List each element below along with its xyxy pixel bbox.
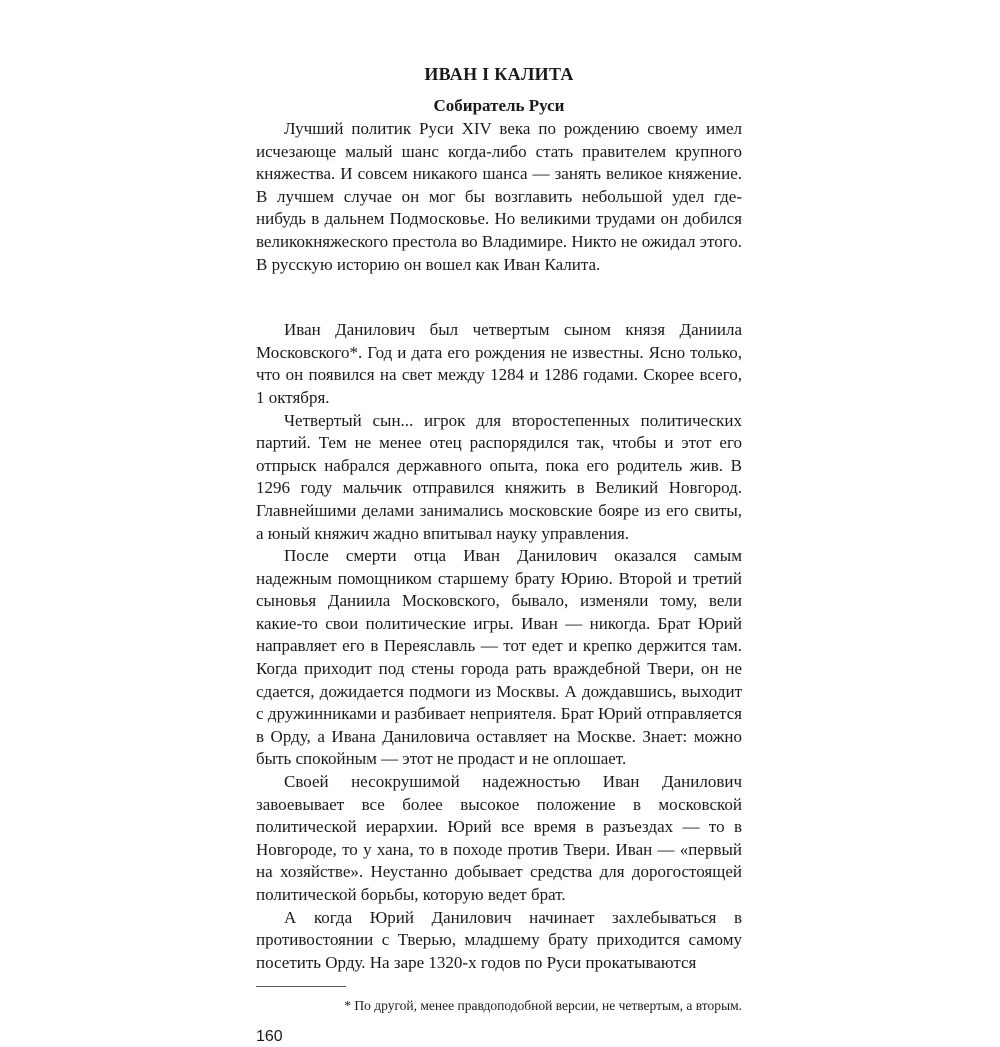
body-text	[256, 319, 742, 974]
body-paragraph: Своей несокрушимой надежностью Иван Данилович завоевывает все более высокое положение в московской политической иерархии. Юрий все время в разъездах — то в Новгороде, то у хана, то в походе против Твери. Иван — «первый на хозяйстве». Неустанно добывает средства для дорогостоящей политической борьбы, которую ведет брат.	[256, 772, 742, 904]
book-page	[256, 62, 742, 1047]
page-number: 160	[256, 1028, 283, 1046]
body-paragraph: После смерти отца Иван Данилович оказался самым надежным помощником старшему брату Юрию. Второй и третий сыновья Даниила Московского, бывало, изменяли тому, вели какие-то свои политические игры. Иван — никогда. Брат Юрий направляет его в Переяславль — тот едет и крепко держится там. Когда приходит под стены города рать враждебной Твери, он не сдается, дожидается подмоги из Москвы. А дождавшись, выходит с дружинниками и разбивает неприятеля. Брат Юрий отправляется в Орду, а Ивана Даниловича оставляет на Москве. Знает: можно быть спокойным — этот не продаст и не оплошает.	[256, 546, 742, 769]
chapter-subtitle: Собиратель Руси	[433, 96, 565, 115]
footnote-divider	[256, 986, 346, 987]
intro-paragraph: Лучший политик Руси XIV века по рождению своему имел исчезающе малый шанс когда-либо стать правителем крупного княжества. И совсем никакого шанса — занять великое княжение. В лучшем случае он мог бы возглавить небольшой удел где-нибудь в дальнем Подмосковье. Но великими трудами он добился великокняжеского престола во Владимире. Никто не ожидал этого. В русскую историю он вошел как Иван Калита.	[256, 119, 742, 274]
footnote: * По другой, менее правдоподобной версии, не четвертым, а вторым.	[344, 998, 742, 1014]
body-paragraph: Четвертый сын... игрок для второстепенных политических партий. Тем не менее отец распорядился так, чтобы и этот его отпрыск набрался державного опыта, пока его родитель жив. В 1296 году мальчик отправился княжить в Великий Новгород. Главнейшими делами занимались московские бояре из его свиты, а юный княжич жадно впитывал науку управления.	[256, 410, 742, 543]
chapter-title: ИВАН I КАЛИТА	[424, 64, 574, 84]
body-paragraph: А когда Юрий Данилович начинает захлебываться в противостоянии с Тверью, младшему брату приходится самому посетить Орду. На заре 1320-х годов по Руси прокатываются	[256, 907, 742, 972]
body-paragraph: Иван Данилович был четвертым сыном князя Даниила Московского*. Год и дата его рождения не известны. Ясно только, что он появился на свет между 1284 и 1286 годами. Скорее всего, 1 октября.	[256, 320, 742, 407]
